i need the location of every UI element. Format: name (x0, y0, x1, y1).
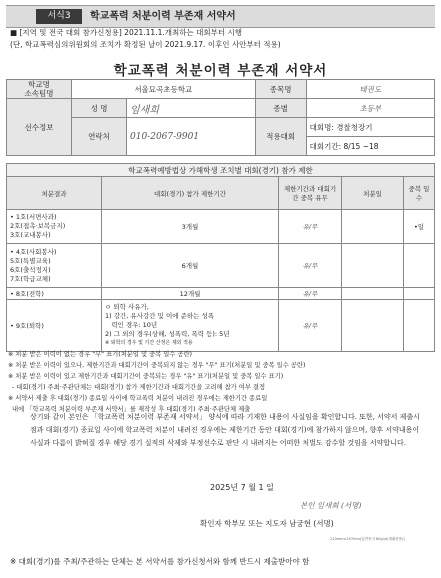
table-row (7, 210, 435, 244)
row-result: • 8호(전학) (7, 288, 102, 300)
tournament-name: 대회명: 경찰청장기 (306, 118, 434, 137)
row-date (342, 210, 404, 244)
row-date (342, 288, 404, 300)
row-limit: 6개월 (102, 244, 279, 288)
row-date (342, 244, 404, 288)
note-line: ※ 서약서 제출 후 대회(경기) 종료일 사이에 학교폭력 처분이 내려진 경우에는 제한기간 종료일 (8, 395, 268, 402)
note-line: ※ 처분 받은 이력이 있으나, 제한기간과 대회기간이 중복되지 않는 경우 "무" 표기(처분일 및 중복 일수 공란) (8, 362, 306, 369)
table-row (7, 300, 435, 352)
applied-tournament-label: 적용대회 (255, 118, 306, 156)
col-header-days: 중복 일수 (404, 177, 435, 210)
pledge-date: 2025년 7 월 1 일 (210, 483, 274, 492)
row-days (404, 300, 435, 352)
event-label: 종목명 (255, 80, 306, 99)
limit-line: 2) 그 외의 경우(상해, 성폭력, 폭력 등): 5년 (105, 330, 230, 338)
notice-line-2: (단, 학교폭력심의위원회의 조치가 확정된 날이 2021.9.17. 이후인 사안부터 적용) (10, 40, 281, 49)
notes (8, 349, 436, 415)
school-value: 서울묘곡초등학교 (72, 80, 256, 99)
row-days (404, 288, 435, 300)
form-header (6, 5, 435, 28)
paper-spec: 210mm×297mm(일반용지 60g/㎡(재활용품)) (330, 537, 405, 541)
form-number-badge: 서식3 (36, 9, 82, 24)
notice-line-1: ■ [지역 및 전국 대회 참가신청용] 2021.11.1.개최하는 대회부터 시행 (10, 28, 242, 37)
table-row (7, 288, 435, 300)
page-title: 학교폭력 처분이력 부존재 서약서 (113, 63, 328, 79)
name-label: 성 명 (72, 99, 127, 118)
limit-line: ※ 퇴학의 경우 및 기간 산정은 제외 적용 (105, 340, 193, 346)
limit-line: ㅇ 퇴학 사유가, (105, 303, 149, 311)
note-line: ※ 처분 받은 이력이 있고 제한기간과 대회기간이 중복되는 경우 "유" 표기(처분일 및 중복 일수 표기) (8, 373, 284, 380)
limit-line: 력인 경우: 10년 (105, 321, 158, 329)
applicant-info-table (6, 79, 435, 156)
criteria-header-row (7, 177, 435, 210)
name-value: 임새희 (127, 99, 256, 118)
criteria-section-title: 학교폭력예방법상 가해학생 조치별 대회(경기) 참가 제한 (6, 163, 435, 176)
row-overlap: 유/무 (279, 244, 342, 288)
footer-note: ※ 대회(경기)를 주최/주관하는 단체는 본 서약서를 참가신청서와 함께 반드시 제출받아야 함 (10, 557, 310, 566)
tournament-period: 대회기간: 8/15 ~18 (306, 137, 434, 156)
form-header-title: 학교폭력 처분이력 부존재 서약서 (90, 11, 236, 22)
row-days (404, 244, 435, 288)
confirmer-signature-line: 확인자 학부모 또는 지도자 남궁현 (서명) (200, 519, 334, 528)
row-overlap: 유/무 (279, 210, 342, 244)
col-header-limit: 대회(경기) 참가 제한기간 (102, 177, 279, 210)
division-label: 종별 (255, 99, 306, 118)
school-label: 학교명 소속팀명 (7, 80, 72, 99)
row-date (342, 300, 404, 352)
row-limit: 12개월 (102, 288, 279, 300)
self-signature-line: 본인 임새희 (서명) (300, 501, 362, 510)
limit-line: 1) 강간, 유사강간 및 이에 준하는 성폭 (105, 312, 215, 320)
event-value: 태권도 (306, 80, 434, 99)
row-limit: 3개월 (102, 210, 279, 244)
row-days: •일 (404, 210, 435, 244)
col-header-result: 처분결과 (7, 177, 102, 210)
row-overlap: 유/무 (279, 288, 342, 300)
note-line: - 대회(경기) 주최·주관단체는 대회(경기) 참가 제한기간과 대회기간을 고려해 참가 여부 결정 (8, 384, 266, 391)
phone-label: 연락처 (72, 118, 127, 156)
table-row (7, 244, 435, 288)
row-result: • 9호(퇴학) (7, 300, 102, 352)
player-info-label: 선수정보 (7, 99, 72, 156)
note-line: ※ 처분 받은 이력이 없는 경우 "무" 표기(처분일 및 중복 일수 공란) (8, 351, 192, 358)
row-result: • 4호(사회봉사) 5호(특별교육) 6호(출석정지) 7호(학급교체) (7, 244, 102, 288)
row-limit (102, 300, 279, 352)
division-value: 초등부 (306, 99, 434, 118)
criteria-table (6, 176, 435, 352)
notice (10, 27, 281, 51)
pledge-body: 상기와 같이 본인은 「학교폭력 처분이력 부존재 서약서」 양식에 따라 기재한 내용이 사실임을 확인합니다. 또한, 서약서 제출시점과 대회(경기) 종료일 사이에 학교폭력 처분이 내려진 경우에는 제한기간 동안 대회(경기)에 참가하지 않으며, 향후 서약내용이 사실과 다름이 밝혀질 경우 해당 경기 실적의 삭제와 부정선수로 판단 시 내려지는 어떠한 처벌도 감수할 것임을 서약합니다. (30, 413, 420, 447)
phone-value: 010-2067-9901 (127, 118, 256, 156)
col-header-overlap: 제한기간과 대회기간 중복 유무 (279, 177, 342, 210)
col-header-date: 처분일 (342, 177, 404, 210)
row-result: • 1호(서면사과) 2호(접촉·보복금지) 3호(교내봉사) (7, 210, 102, 244)
row-overlap: 유/무 (279, 300, 342, 352)
note-line: 내에 「학교폭력 처분이력 부존재 서약서」를 재작성 후 대회(경기) 주최·주관단체 제출 (8, 406, 251, 413)
